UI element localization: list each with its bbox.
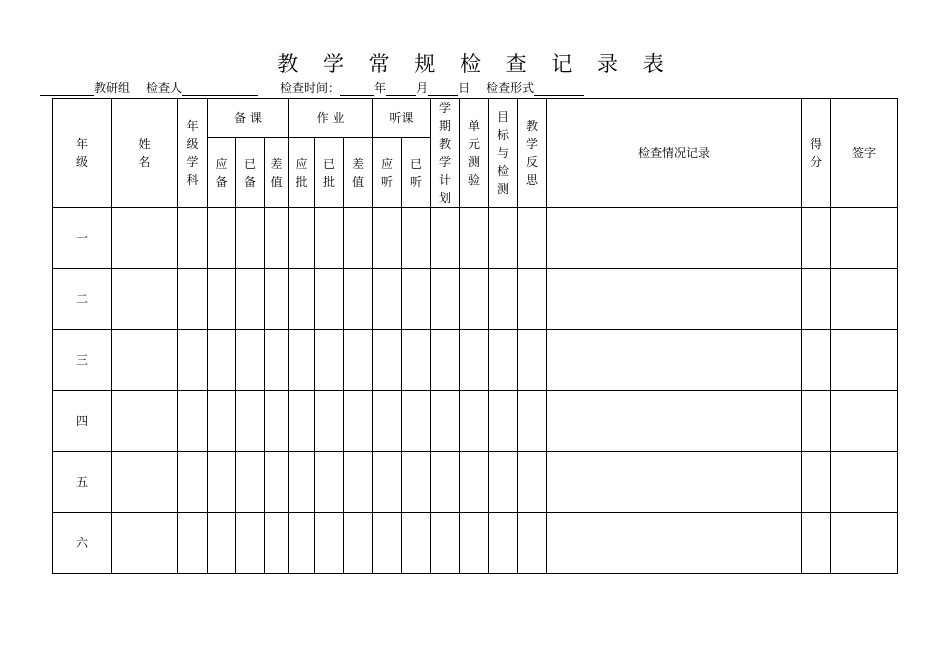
entry-cell[interactable] bbox=[431, 391, 460, 452]
entry-cell[interactable] bbox=[460, 513, 489, 574]
entry-cell[interactable] bbox=[489, 269, 518, 330]
entry-cell[interactable] bbox=[208, 452, 236, 513]
form-blank[interactable] bbox=[534, 84, 584, 96]
entry-cell[interactable] bbox=[265, 391, 289, 452]
entry-cell[interactable] bbox=[208, 269, 236, 330]
entry-cell[interactable] bbox=[831, 269, 898, 330]
entry-cell[interactable] bbox=[373, 330, 402, 391]
header-reflection: 教学反思 bbox=[518, 99, 547, 208]
entry-cell[interactable] bbox=[236, 513, 265, 574]
entry-cell[interactable] bbox=[547, 513, 802, 574]
entry-cell[interactable] bbox=[802, 208, 831, 269]
entry-cell[interactable] bbox=[831, 330, 898, 391]
entry-cell[interactable] bbox=[344, 391, 373, 452]
group-label: 教研组 bbox=[94, 81, 131, 95]
entry-cell[interactable] bbox=[236, 452, 265, 513]
entry-cell[interactable] bbox=[802, 269, 831, 330]
page-title: 教 学 常 规 检 查 记 录 表 bbox=[277, 52, 673, 76]
entry-cell[interactable] bbox=[112, 208, 178, 269]
entry-cell[interactable] bbox=[315, 391, 344, 452]
entry-cell[interactable] bbox=[518, 391, 547, 452]
entry-cell[interactable] bbox=[344, 208, 373, 269]
entry-cell[interactable] bbox=[489, 330, 518, 391]
entry-cell[interactable] bbox=[236, 330, 265, 391]
header-grade: 年级 bbox=[53, 99, 112, 208]
entry-cell[interactable] bbox=[547, 452, 802, 513]
entry-cell[interactable] bbox=[373, 208, 402, 269]
grade-cell: 三 bbox=[53, 330, 112, 391]
entry-cell[interactable] bbox=[208, 208, 236, 269]
inspection-table bbox=[52, 98, 898, 574]
year-label: 年 bbox=[374, 81, 387, 95]
entry-cell[interactable] bbox=[431, 452, 460, 513]
entry-cell[interactable] bbox=[178, 391, 208, 452]
day-label: 日 bbox=[458, 81, 471, 95]
entry-cell[interactable] bbox=[518, 330, 547, 391]
inspector-label: 检查人 bbox=[146, 81, 183, 95]
inspector-blank[interactable] bbox=[182, 84, 258, 96]
entry-cell[interactable] bbox=[518, 513, 547, 574]
entry-cell[interactable] bbox=[460, 452, 489, 513]
entry-cell[interactable] bbox=[547, 330, 802, 391]
entry-cell[interactable] bbox=[402, 452, 431, 513]
entry-cell[interactable] bbox=[344, 269, 373, 330]
header-name: 姓名 bbox=[112, 99, 178, 208]
subheader-prep-diff: 差值 bbox=[265, 138, 289, 208]
entry-cell[interactable] bbox=[831, 208, 898, 269]
entry-cell[interactable] bbox=[460, 391, 489, 452]
header-grade-subject: 年级学科 bbox=[178, 99, 208, 208]
header-lecture: 听课 bbox=[373, 99, 431, 138]
entry-cell[interactable] bbox=[289, 269, 315, 330]
subheader-graded: 已批 bbox=[315, 138, 344, 208]
entry-cell[interactable] bbox=[265, 208, 289, 269]
grade-cell: 六 bbox=[53, 513, 112, 574]
entry-cell[interactable] bbox=[802, 452, 831, 513]
entry-cell[interactable] bbox=[236, 208, 265, 269]
entry-cell[interactable] bbox=[489, 208, 518, 269]
subheader-prepared: 已备 bbox=[236, 138, 265, 208]
entry-cell[interactable] bbox=[344, 452, 373, 513]
table-row bbox=[53, 269, 898, 330]
form-label: 检查形式 bbox=[486, 81, 535, 95]
entry-cell[interactable] bbox=[289, 330, 315, 391]
entry-cell[interactable] bbox=[208, 513, 236, 574]
grade-cell: 四 bbox=[53, 391, 112, 452]
entry-cell[interactable] bbox=[112, 391, 178, 452]
entry-cell[interactable] bbox=[208, 330, 236, 391]
entry-cell[interactable] bbox=[265, 513, 289, 574]
entry-cell[interactable] bbox=[178, 330, 208, 391]
entry-cell[interactable] bbox=[402, 330, 431, 391]
entry-cell[interactable] bbox=[315, 513, 344, 574]
entry-cell[interactable] bbox=[208, 391, 236, 452]
header-score: 得分 bbox=[802, 99, 831, 208]
table-row bbox=[53, 391, 898, 452]
entry-cell[interactable] bbox=[489, 391, 518, 452]
subheader-should-prepare: 应备 bbox=[208, 138, 236, 208]
group-blank[interactable] bbox=[40, 84, 94, 96]
entry-cell[interactable] bbox=[547, 391, 802, 452]
entry-cell[interactable] bbox=[112, 269, 178, 330]
entry-cell[interactable] bbox=[518, 208, 547, 269]
header-lesson-prep: 备 课 bbox=[208, 99, 289, 138]
header-info-line bbox=[40, 80, 584, 96]
entry-cell[interactable] bbox=[518, 269, 547, 330]
entry-cell[interactable] bbox=[831, 452, 898, 513]
entry-cell[interactable] bbox=[373, 269, 402, 330]
entry-cell[interactable] bbox=[373, 513, 402, 574]
entry-cell[interactable] bbox=[315, 269, 344, 330]
entry-cell[interactable] bbox=[547, 269, 802, 330]
entry-cell[interactable] bbox=[315, 208, 344, 269]
entry-cell[interactable] bbox=[178, 452, 208, 513]
header-homework: 作 业 bbox=[289, 99, 373, 138]
year-blank[interactable] bbox=[340, 84, 374, 96]
month-label: 月 bbox=[416, 81, 429, 95]
entry-cell[interactable] bbox=[315, 330, 344, 391]
entry-cell[interactable] bbox=[802, 513, 831, 574]
entry-cell[interactable] bbox=[344, 513, 373, 574]
entry-cell[interactable] bbox=[265, 269, 289, 330]
entry-cell[interactable] bbox=[265, 452, 289, 513]
subheader-grade-diff: 差值 bbox=[344, 138, 373, 208]
entry-cell[interactable] bbox=[831, 391, 898, 452]
entry-cell[interactable] bbox=[431, 513, 460, 574]
entry-cell[interactable] bbox=[402, 208, 431, 269]
table-row bbox=[53, 330, 898, 391]
entry-cell[interactable] bbox=[402, 513, 431, 574]
table-row bbox=[53, 513, 898, 574]
day-blank[interactable] bbox=[428, 84, 458, 96]
entry-cell[interactable] bbox=[236, 391, 265, 452]
entry-cell[interactable] bbox=[547, 208, 802, 269]
entry-cell[interactable] bbox=[236, 269, 265, 330]
entry-cell[interactable] bbox=[431, 269, 460, 330]
entry-cell[interactable] bbox=[402, 269, 431, 330]
entry-cell[interactable] bbox=[112, 452, 178, 513]
entry-cell[interactable] bbox=[112, 330, 178, 391]
entry-cell[interactable] bbox=[289, 513, 315, 574]
entry-cell[interactable] bbox=[460, 269, 489, 330]
grade-cell: 一 bbox=[53, 208, 112, 269]
table-row bbox=[53, 208, 898, 269]
entry-cell[interactable] bbox=[178, 269, 208, 330]
entry-cell[interactable] bbox=[315, 452, 344, 513]
entry-cell[interactable] bbox=[431, 208, 460, 269]
entry-cell[interactable] bbox=[460, 208, 489, 269]
time-label: 检查时间： bbox=[280, 81, 341, 95]
month-blank[interactable] bbox=[386, 84, 416, 96]
entry-cell[interactable] bbox=[802, 330, 831, 391]
header-unit-test: 单元测验 bbox=[460, 99, 489, 208]
entry-cell[interactable] bbox=[489, 452, 518, 513]
entry-cell[interactable] bbox=[265, 330, 289, 391]
entry-cell[interactable] bbox=[373, 391, 402, 452]
entry-cell[interactable] bbox=[373, 452, 402, 513]
entry-cell[interactable] bbox=[489, 513, 518, 574]
header-semester-plan: 学期教学计划 bbox=[431, 99, 460, 208]
grade-cell: 二 bbox=[53, 269, 112, 330]
entry-cell[interactable] bbox=[802, 391, 831, 452]
subheader-attended: 已听 bbox=[402, 138, 431, 208]
entry-cell[interactable] bbox=[289, 452, 315, 513]
entry-cell[interactable] bbox=[344, 330, 373, 391]
header-signature: 签字 bbox=[831, 99, 898, 208]
header-goal-test: 目标与检测 bbox=[489, 99, 518, 208]
entry-cell[interactable] bbox=[431, 330, 460, 391]
entry-cell[interactable] bbox=[178, 513, 208, 574]
table-row bbox=[53, 452, 898, 513]
subheader-should-grade: 应批 bbox=[289, 138, 315, 208]
subheader-should-attend: 应听 bbox=[373, 138, 402, 208]
entry-cell[interactable] bbox=[289, 391, 315, 452]
entry-cell[interactable] bbox=[518, 452, 547, 513]
header-record: 检查情况记录 bbox=[547, 99, 802, 208]
entry-cell[interactable] bbox=[460, 330, 489, 391]
entry-cell[interactable] bbox=[112, 513, 178, 574]
entry-cell[interactable] bbox=[178, 208, 208, 269]
entry-cell[interactable] bbox=[831, 513, 898, 574]
grade-cell: 五 bbox=[53, 452, 112, 513]
entry-cell[interactable] bbox=[289, 208, 315, 269]
entry-cell[interactable] bbox=[402, 391, 431, 452]
